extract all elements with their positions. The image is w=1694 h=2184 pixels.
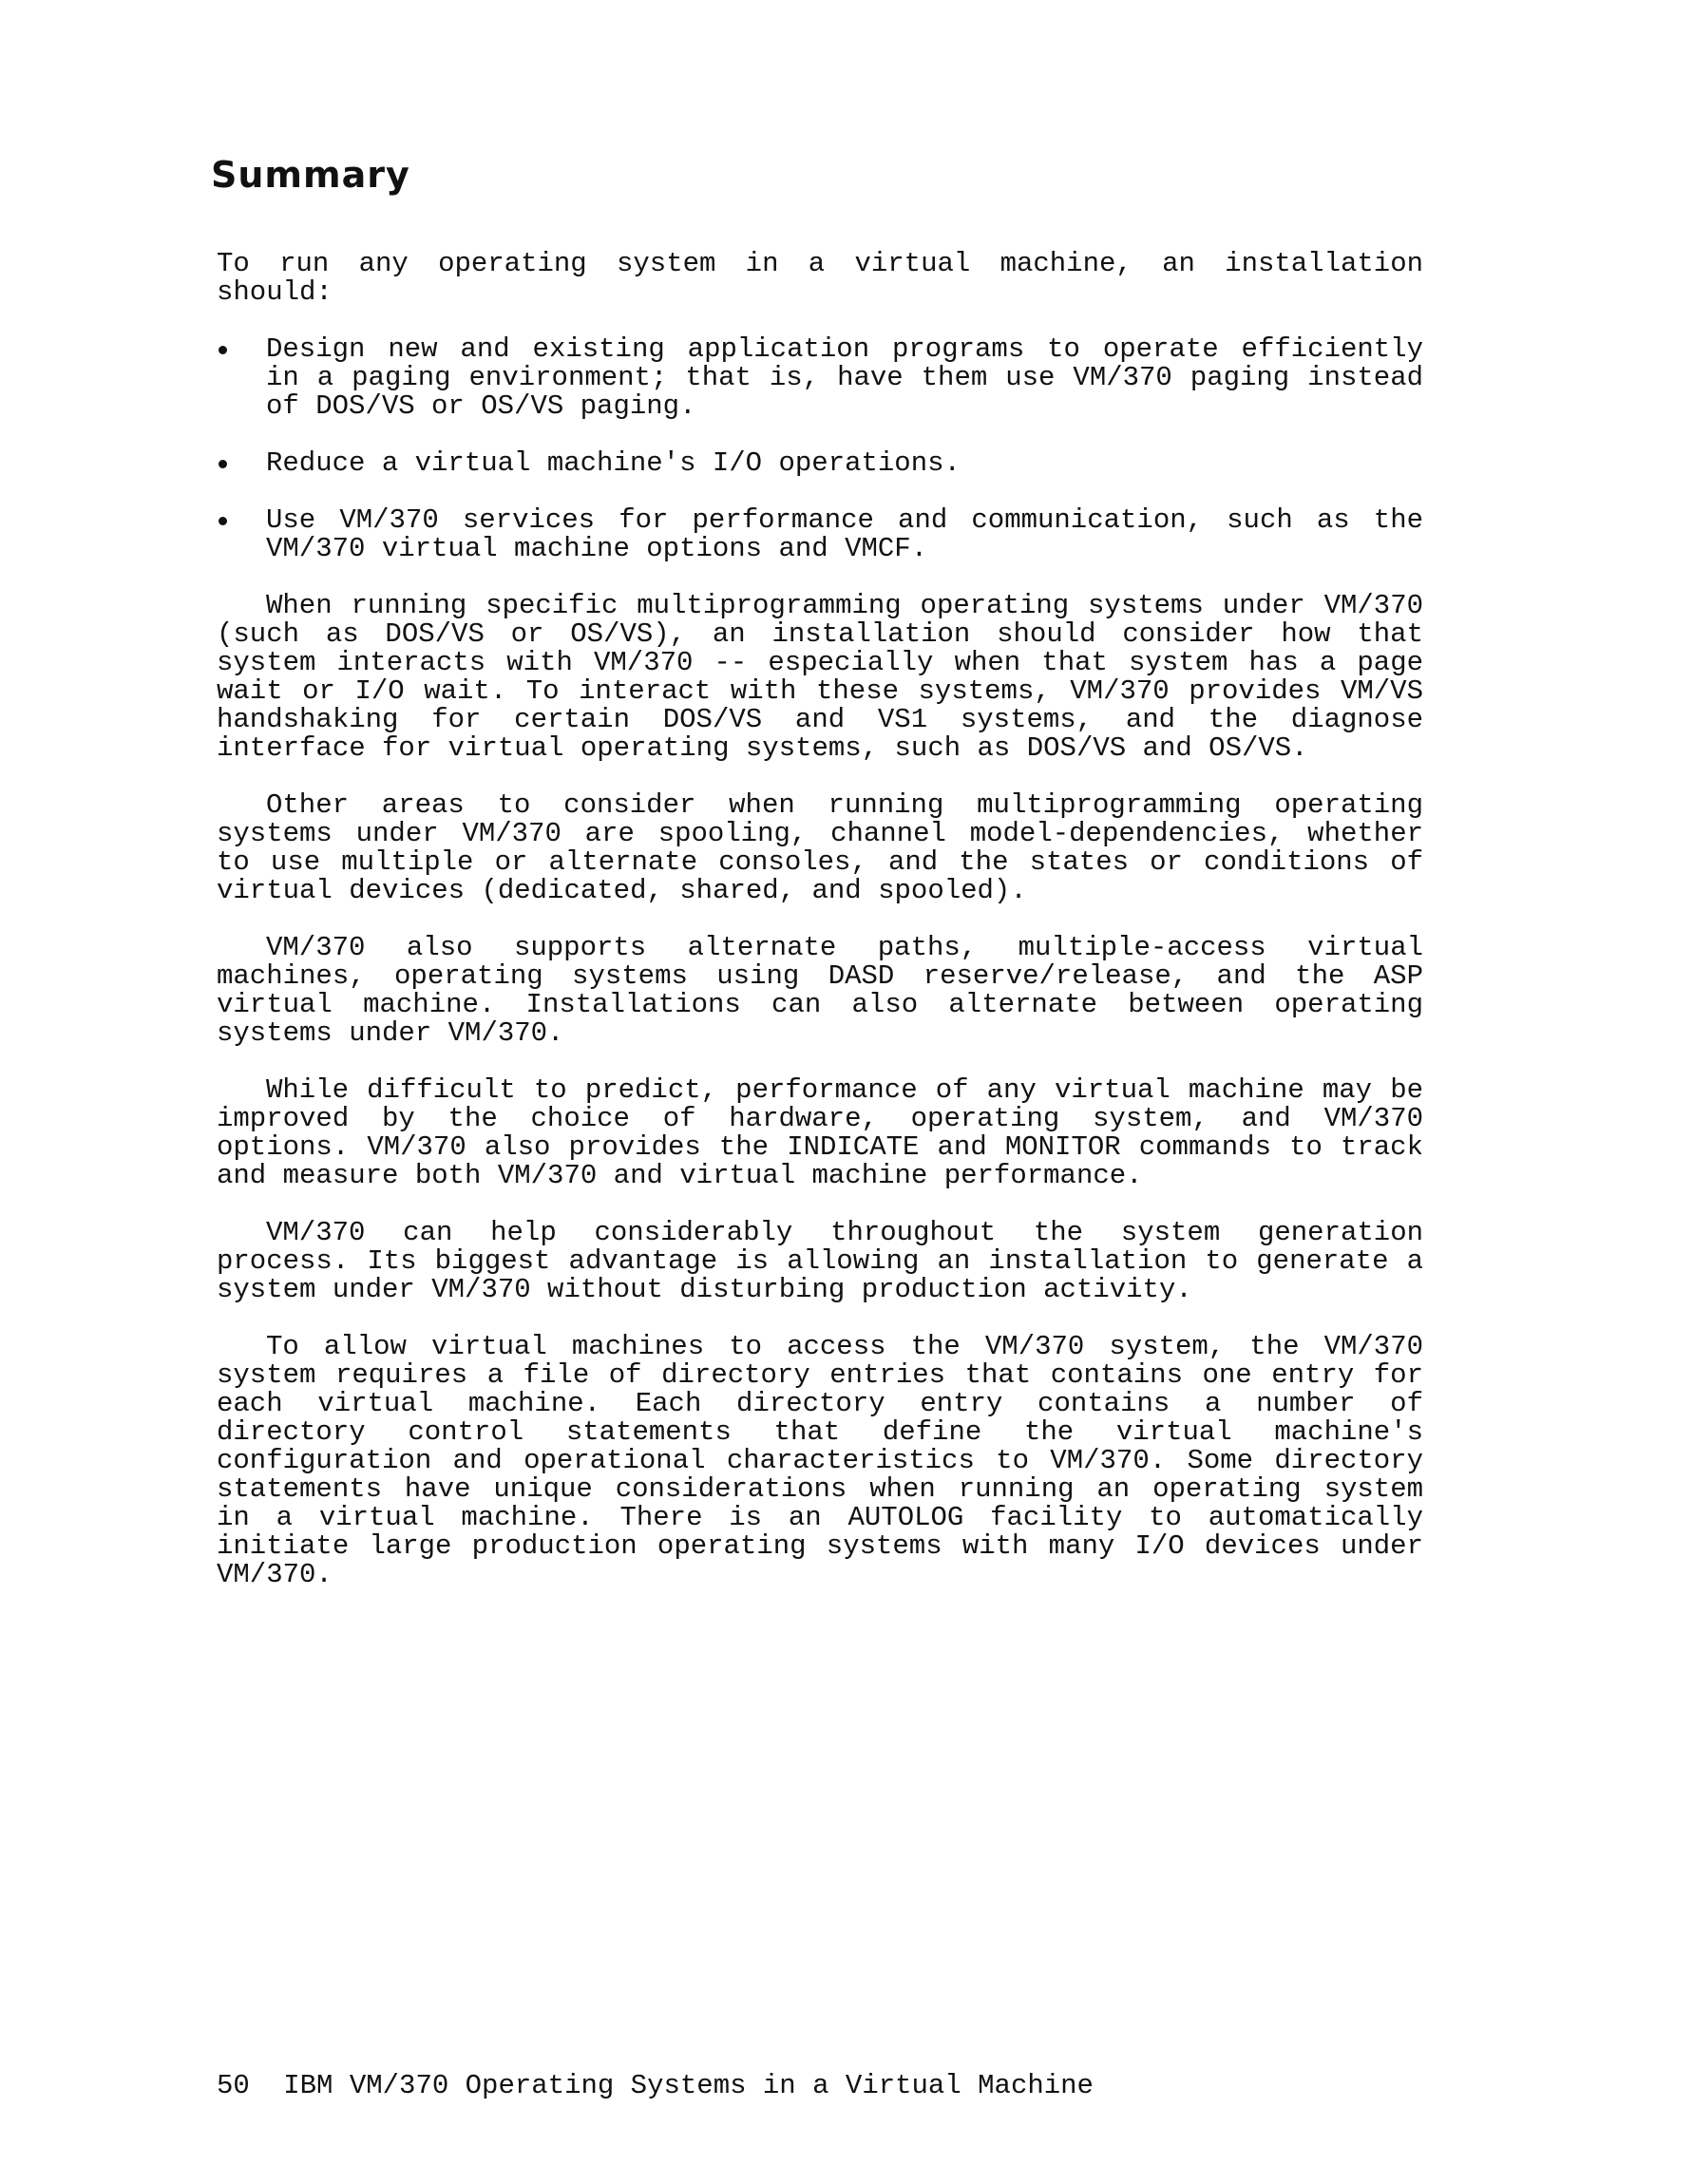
list-item [217, 449, 1423, 478]
list-item [217, 335, 1423, 421]
list-item-text: Reduce a virtual machine's I/O operations. [266, 447, 961, 479]
list-item-text: Use VM/370 services for performance and communication, such as the VM/370 virtual machine options and VMCF. [266, 504, 1423, 564]
list-item-text: Design new and existing application programs to operate efficiently in a paging environment; that is, have them use VM/370 paging instead of DOS/VS or OS/VS paging. [266, 333, 1423, 422]
section-heading: Summary [211, 154, 410, 196]
paragraph-performance: While difficult to predict, performance of any virtual machine may be improved by the choice of hardware, operating system, and VM/370 options. VM/370 also provides the INDICATE and MONITOR commands to track and measure both VM/370 and virtual machine performance. [217, 1074, 1423, 1191]
bullet-icon [219, 346, 227, 354]
page-footer [217, 2072, 1094, 2100]
paragraph-alternate-paths: VM/370 also supports alternate paths, multiple-access virtual machines, operating systems using DASD reserve/release, and the ASP virtual machine. Installations can also alternate between operating systems under VM/370. [217, 932, 1423, 1049]
paragraph-directory: To allow virtual machines to access the VM/370 system, the VM/370 system requires a file of directory entries that contains one entry for each virtual machine. Each directory entry contains a number of directory control statements that define the virtual machine's configuration and operational characteristics to VM/370. Some directory statements have unique considerations when running an operating system in a virtual machine. There is an AUTOLOG facility to automatically initiate large production operating systems with many I/O devices under VM/370. [217, 1331, 1423, 1590]
book-title: IBM VM/370 Operating Systems in a Virtual Machine [283, 2070, 1094, 2101]
body-text [217, 250, 1423, 1618]
list-item [217, 506, 1423, 563]
page-number: 50 [217, 2070, 250, 2101]
recommendation-list [217, 335, 1423, 563]
paragraph-multiprogramming: When running specific multiprogramming operating systems under VM/370 (such as DOS/VS or OS/VS), an installation should consider how that system interacts with VM/370 -- especially when that system has a page wait or I/O wait. To interact with these systems, VM/370 provides VM/VS handshaking for certain DOS/VS and VS1 systems, and the diagnose interface for virtual operating systems, such as DOS/VS and OS/VS. [217, 590, 1423, 764]
paragraph-system-generation: VM/370 can help considerably throughout the system generation process. Its biggest advantage is allowing an installation to generate a system under VM/370 without disturbing production activity. [217, 1217, 1423, 1305]
intro-paragraph: To run any operating system in a virtual machine, an installation should: [217, 248, 1423, 308]
bullet-icon [219, 517, 227, 525]
bullet-icon [219, 460, 227, 468]
paragraph-other-areas: Other areas to consider when running multiprogramming operating systems under VM/370 are spooling, channel model-dependencies, whether to use multiple or alternate consoles, and the states or conditions of virtual devices (dedicated, shared, and spooled). [217, 789, 1423, 906]
